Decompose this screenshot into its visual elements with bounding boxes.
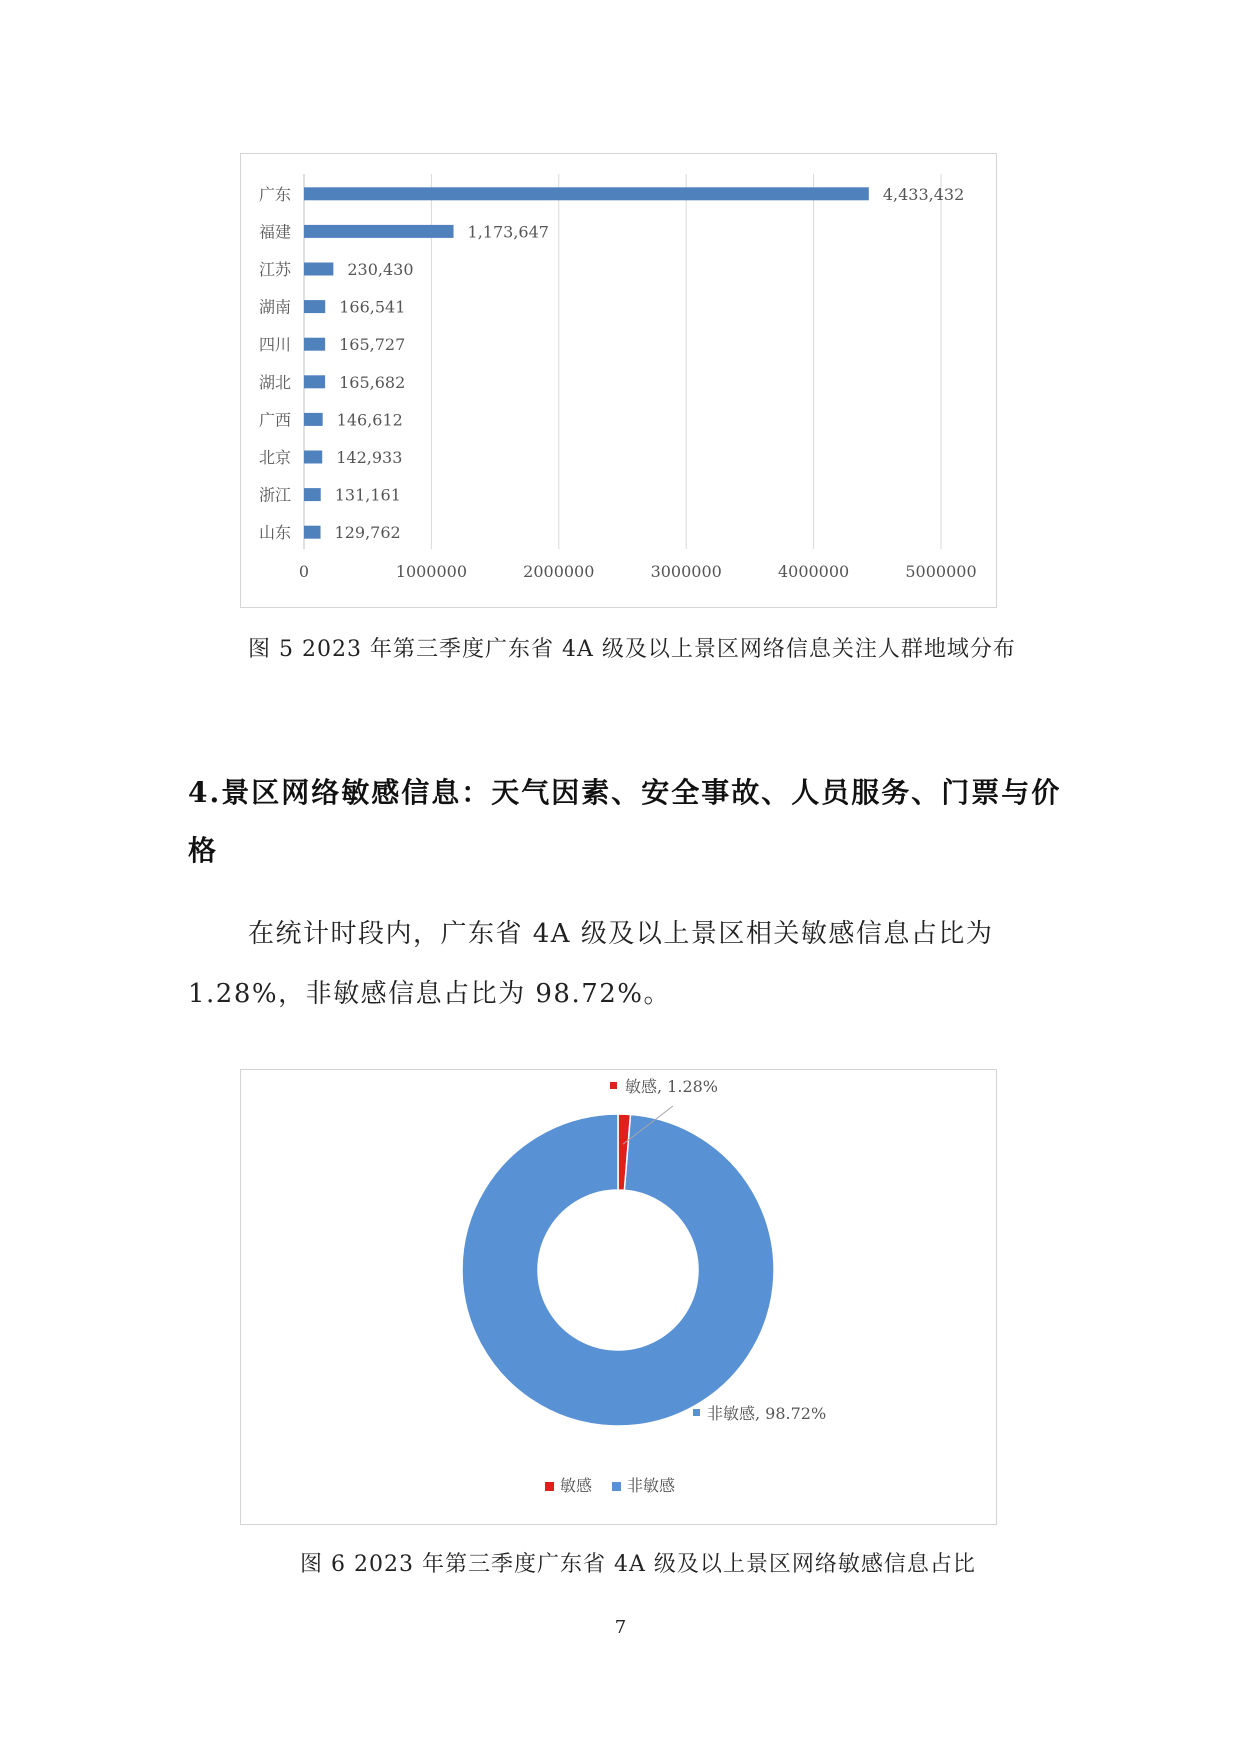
category-label: 福建 bbox=[258, 222, 291, 242]
data-label-nonsensitive: 非敏感, 98.72% bbox=[707, 1404, 827, 1423]
x-tick-label: 2000000 bbox=[523, 562, 595, 581]
bar bbox=[304, 300, 325, 313]
x-tick-label: 4000000 bbox=[777, 562, 850, 581]
data-label-marker bbox=[610, 1082, 617, 1089]
bar-chart-svg bbox=[241, 154, 998, 609]
x-tick-label: 0 bbox=[298, 562, 310, 581]
figure6-caption: 图 6 2023 年第三季度广东省 4A 级及以上景区网络敏感信息占比 bbox=[300, 1552, 976, 1577]
bar-value-label: 230,430 bbox=[347, 260, 414, 279]
section-heading: 4.景区网络敏感信息：天气因素、安全事故、人员服务、门票与价格 bbox=[188, 776, 1062, 867]
bar bbox=[304, 451, 322, 464]
donut-slice bbox=[462, 1114, 774, 1426]
category-label: 湖南 bbox=[258, 297, 291, 317]
bar bbox=[304, 187, 869, 200]
category-label: 四川 bbox=[258, 335, 291, 355]
bar-value-label: 142,933 bbox=[336, 448, 403, 467]
category-label: 北京 bbox=[258, 448, 291, 467]
bar-value-label: 165,727 bbox=[339, 335, 406, 355]
category-label: 广东 bbox=[258, 184, 291, 204]
bar-value-label: 165,682 bbox=[339, 372, 406, 392]
bar bbox=[304, 375, 325, 388]
bar-value-label: 131,161 bbox=[334, 485, 401, 505]
category-label: 湖北 bbox=[258, 372, 291, 392]
bar-value-label: 146,612 bbox=[336, 410, 403, 430]
bar bbox=[304, 526, 321, 539]
data-label-marker bbox=[693, 1409, 700, 1416]
x-tick-label: 3000000 bbox=[650, 562, 722, 581]
legend-label: 非敏感 bbox=[627, 1476, 676, 1495]
bar bbox=[304, 263, 333, 276]
donut-chart-svg bbox=[241, 1070, 998, 1526]
bar bbox=[304, 488, 321, 501]
category-label: 广西 bbox=[258, 410, 291, 430]
bar-value-label: 129,762 bbox=[334, 523, 401, 543]
x-tick-label: 1000000 bbox=[395, 562, 468, 581]
bar bbox=[304, 225, 454, 238]
bar-value-label: 4,433,432 bbox=[882, 184, 965, 204]
bar bbox=[304, 413, 323, 426]
figure5-chart bbox=[240, 153, 997, 608]
bar-value-label: 1,173,647 bbox=[467, 222, 549, 242]
legend-swatch bbox=[612, 1482, 621, 1491]
page-number: 7 bbox=[614, 1617, 627, 1638]
legend-label: 敏感 bbox=[560, 1476, 593, 1495]
x-tick-label: 5000000 bbox=[905, 562, 977, 581]
category-label: 江苏 bbox=[258, 260, 291, 279]
bar bbox=[304, 338, 325, 351]
figure6-chart bbox=[240, 1069, 997, 1525]
category-label: 浙江 bbox=[258, 485, 291, 505]
figure5-caption: 图 5 2023 年第三季度广东省 4A 级及以上景区网络信息关注人群地域分布 bbox=[248, 637, 1016, 662]
legend-swatch bbox=[545, 1482, 554, 1491]
bar-value-label: 166,541 bbox=[339, 297, 406, 317]
section-paragraph: 在统计时段内，广东省 4A 级及以上景区相关敏感信息占比为 1.28%，非敏感信息占比为 98.72%。 bbox=[188, 919, 994, 1009]
category-label: 山东 bbox=[258, 523, 291, 543]
data-label-sensitive: 敏感, 1.28% bbox=[625, 1077, 719, 1096]
